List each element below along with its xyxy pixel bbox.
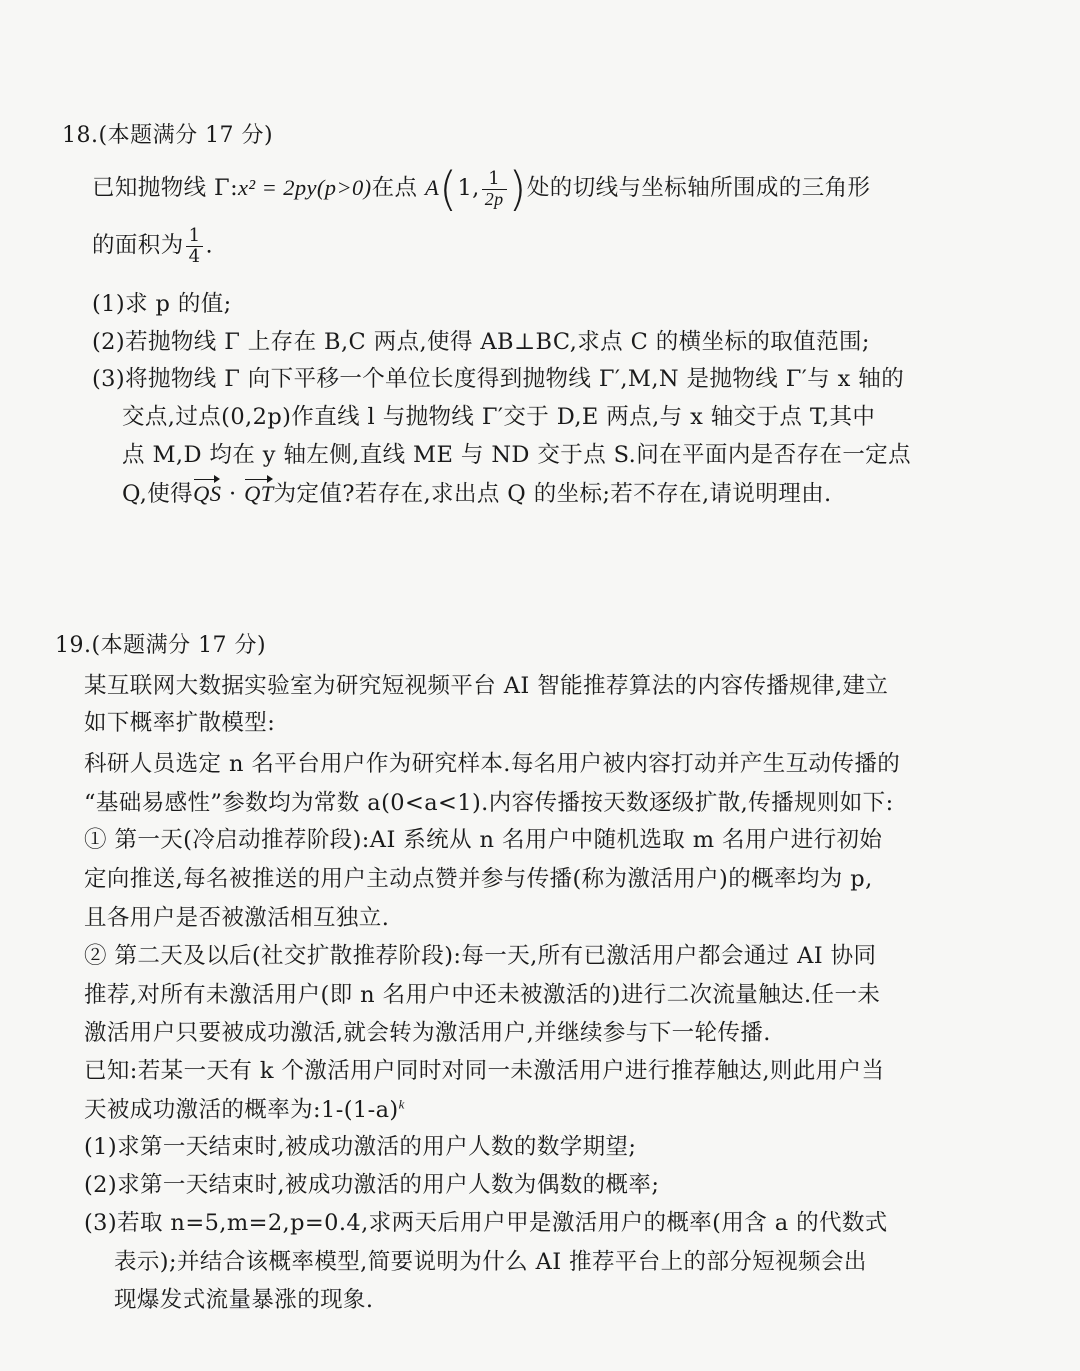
q19-line-7: 且各用户是否被激活相互独立. (84, 905, 390, 931)
q18-line-1 (92, 162, 871, 216)
q18-l2-frac-num: 1 (186, 226, 204, 247)
q19-line-5: ① 第一天(冷启动推荐阶段):AI 系统从 n 名用户中随机选取 m 名用户进行初始 (84, 827, 883, 853)
q18-line-2 (92, 226, 213, 267)
q18-l1-fraction (482, 169, 507, 210)
q18-l2-frac-den: 4 (188, 245, 201, 267)
q19-part-3-line-3: 现爆发式流量暴涨的现象. (114, 1287, 374, 1313)
q18-p3-l4-text-b: 为定值?若存在,求出点 Q 的坐标;若不存在,请说明理由. (273, 481, 832, 507)
q18-l1-frac-den: 2p (484, 188, 504, 209)
right-paren-icon: ) (508, 162, 527, 216)
q19-line-8: ② 第二天及以后(社交扩散推荐阶段):每一天,所有已激活用户都会通过 AI 协同 (84, 943, 877, 969)
q18-l1-equation: x² = 2py(p>0) (238, 175, 372, 200)
q19-l12-exponent: k (398, 1096, 405, 1112)
q18-l1-text-c: 处的切线与坐标轴所围成的三角形 (526, 175, 871, 201)
q18-l2-text-a: 的面积为 (92, 232, 184, 259)
q18-l2-fraction (186, 226, 204, 267)
q18-part-3-line-1: (3)将抛物线 Γ 向下平移一个单位长度得到抛物线 Γ′,M,N 是抛物线 Γ′与 x 轴的 (92, 366, 905, 392)
q18-p3-l4-text-a: Q,使得 (122, 481, 194, 507)
q19-header: 19.(本题满分 17 分) (55, 633, 267, 658)
q19-line-1: 某互联网大数据实验室为研究短视频平台 AI 智能推荐算法的内容传播规律,建立 (84, 673, 889, 699)
q18-header: 18.(本题满分 17 分) (62, 123, 274, 148)
q18-part-2: (2)若抛物线 Γ 上存在 B,C 两点,使得 AB⊥BC,求点 C 的横坐标的取值范围; (92, 329, 870, 355)
vector-qs: QS (193, 481, 222, 506)
q18-l1-frac-num: 1 (482, 169, 507, 190)
q19-line-3: 科研人员选定 n 名平台用户作为研究样本.每名用户被内容打动并产生互动传播的 (84, 751, 901, 777)
q19-part-2: (2)求第一天结束时,被成功激活的用户人数为偶数的概率; (84, 1172, 660, 1198)
q19-part-3-line-1: (3)若取 n=5,m=2,p=0.4,求两天后用户甲是激活用户的概率(用含 a 的代数式 (84, 1210, 888, 1236)
q18-part-3-line-2: 交点,过点(0,2p)作直线 l 与抛物线 Γ′交于 D,E 两点,与 x 轴交于点 T,其中 (122, 404, 876, 430)
q18-l1-text-a: 已知抛物线 Γ: (92, 175, 239, 201)
q19-line-9: 推荐,对所有未激活用户(即 n 名用户中还未被激活的)进行二次流量触达.任一未 (84, 982, 881, 1008)
q19-line-2: 如下概率扩散模型: (84, 710, 276, 736)
q18-l1-one: 1, (457, 175, 480, 201)
q19-line-12 (84, 1092, 405, 1124)
q19-line-11: 已知:若某一天有 k 个激活用户同时对同一未激活用户进行推荐触达,则此用户当 (84, 1058, 885, 1084)
q18-part-3-line-4 (122, 476, 832, 508)
q18-part-3-line-3: 点 M,D 均在 y 轴左侧,直线 ME 与 ND 交于点 S.问在平面内是否存在一定点 (122, 442, 912, 468)
q18-l1-text-b: 在点 (371, 175, 425, 201)
q18-part-1: (1)求 p 的值; (92, 291, 232, 317)
q19-part-3-line-2: 表示);并结合该概率模型,简要说明为什么 AI 推荐平台上的部分短视频会出 (114, 1249, 867, 1275)
vector-qt: QT (244, 481, 274, 506)
q18-l2-text-b: . (205, 232, 214, 259)
dot-operator: · (221, 481, 245, 507)
q19-l12-text: 天被成功激活的概率为:1-(1-a) (84, 1097, 399, 1123)
q19-line-10: 激活用户只要被成功激活,就会转为激活用户,并继续参与下一轮传播. (84, 1020, 771, 1046)
left-paren-icon: ( (439, 162, 458, 216)
q18-l1-point: A (424, 175, 440, 200)
q19-part-1: (1)求第一天结束时,被成功激活的用户人数的数学期望; (84, 1134, 637, 1160)
q19-line-6: 定向推送,每名被推送的用户主动点赞并参与传播(称为激活用户)的概率均为 p, (84, 866, 873, 892)
q19-line-4: “基础易感性”参数均为常数 a(0<a<1).内容传播按天数逐级扩散,传播规则如下: (84, 790, 894, 816)
